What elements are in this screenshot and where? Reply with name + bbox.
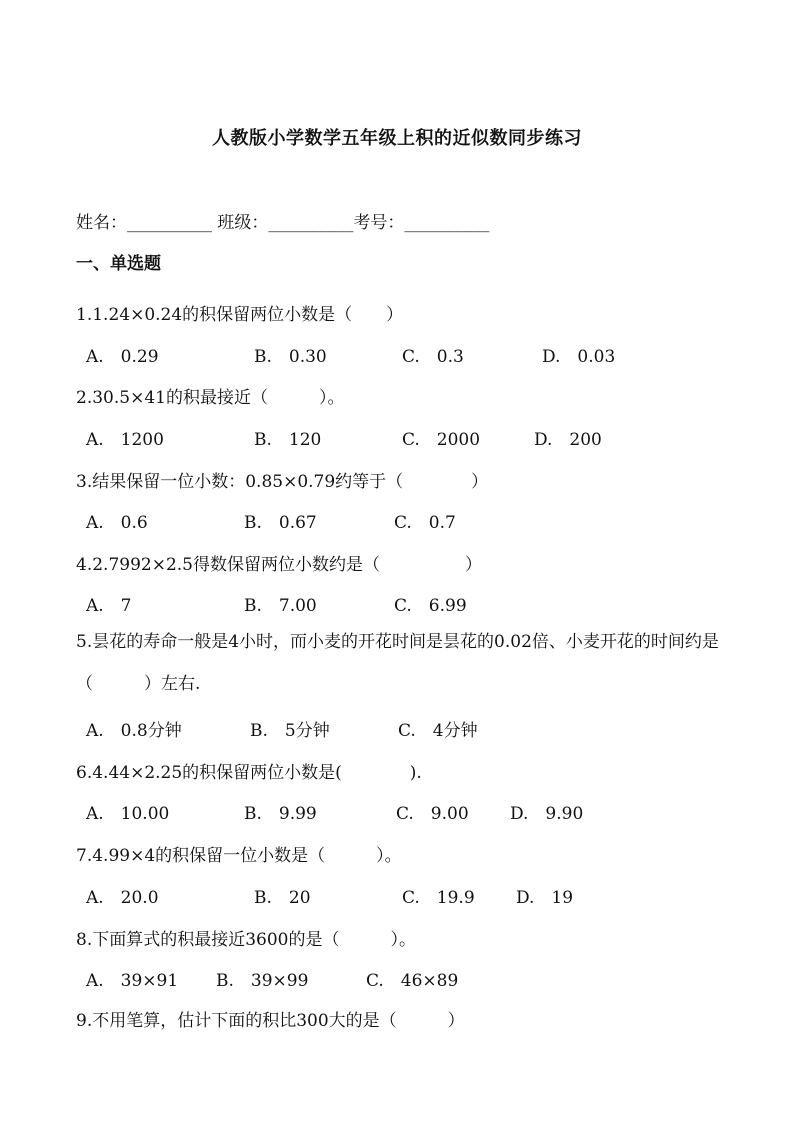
name-blank: __________ — [127, 213, 212, 233]
option-b: B. 5分钟 — [250, 721, 330, 741]
option-c: C. 19.9 — [402, 888, 475, 908]
option-c: C. 2000 — [402, 430, 481, 450]
class-label: 班级： — [217, 213, 269, 233]
question-5: 5.昙花的寿命一般是4小时，而小麦的开花时间是昙花的0.02倍、小麦开花的时间约是（ ）左右. — [76, 632, 719, 694]
option-c: C. 4分钟 — [398, 721, 478, 741]
option-b: B. 0.30 — [254, 347, 327, 367]
section-title: 一、单选题 — [76, 254, 161, 274]
question-4: 4.2.7992×2.5得数保留两位小数约是（ ） — [76, 555, 482, 575]
option-d: D. 19 — [516, 888, 574, 908]
option-a: A. 39×91 — [86, 971, 179, 991]
question-7: 7.4.99×4的积保留一位小数是（ ）。 — [76, 846, 402, 866]
exam-label: 考号： — [353, 213, 405, 233]
option-a: A. 7 — [86, 596, 132, 616]
option-d: D. 200 — [534, 430, 602, 450]
option-a: A. 0.6 — [86, 513, 148, 533]
student-info-line — [76, 208, 489, 233]
option-d: D. 0.03 — [542, 347, 616, 367]
option-a: A. 20.0 — [86, 888, 159, 908]
option-a: A. 1200 — [86, 430, 164, 450]
option-c: C. 0.3 — [402, 347, 464, 367]
name-label: 姓名： — [76, 213, 127, 233]
question-8: 8.下面算式的积最接近3600的是（ ）。 — [76, 930, 416, 950]
option-a: A. 0.8分钟 — [86, 721, 182, 741]
option-b: B. 39×99 — [216, 971, 309, 991]
option-b: B. 7.00 — [244, 596, 317, 616]
option-a: A. 10.00 — [86, 804, 170, 824]
question-1: 1.1.24×0.24的积保留两位小数是（ ） — [76, 305, 404, 325]
option-c: C. 46×89 — [366, 971, 459, 991]
option-b: B. 20 — [254, 888, 311, 908]
option-b: B. 9.99 — [244, 804, 317, 824]
option-d: D. 9.90 — [510, 804, 584, 824]
page-title: 人教版小学数学五年级上积的近似数同步练习 — [212, 128, 582, 149]
question-9: 9.不用笔算，估计下面的积比300大的是（ ） — [76, 1011, 465, 1031]
question-3: 3.结果保留一位小数：0.85×0.79约等于（ ） — [76, 472, 489, 492]
exam-blank: __________ — [404, 213, 490, 233]
option-c: C. 0.7 — [394, 513, 456, 533]
option-b: B. 0.67 — [244, 513, 317, 533]
option-c: C. 6.99 — [394, 596, 467, 616]
option-a: A. 0.29 — [86, 347, 159, 367]
question-2: 2.30.5×41的积最接近（ ）。 — [76, 388, 345, 408]
question-6: 6.4.44×2.25的积保留两位小数是( ). — [76, 763, 422, 783]
option-c: C. 9.00 — [396, 804, 469, 824]
class-blank: __________ — [268, 213, 354, 233]
option-b: B. 120 — [254, 430, 322, 450]
